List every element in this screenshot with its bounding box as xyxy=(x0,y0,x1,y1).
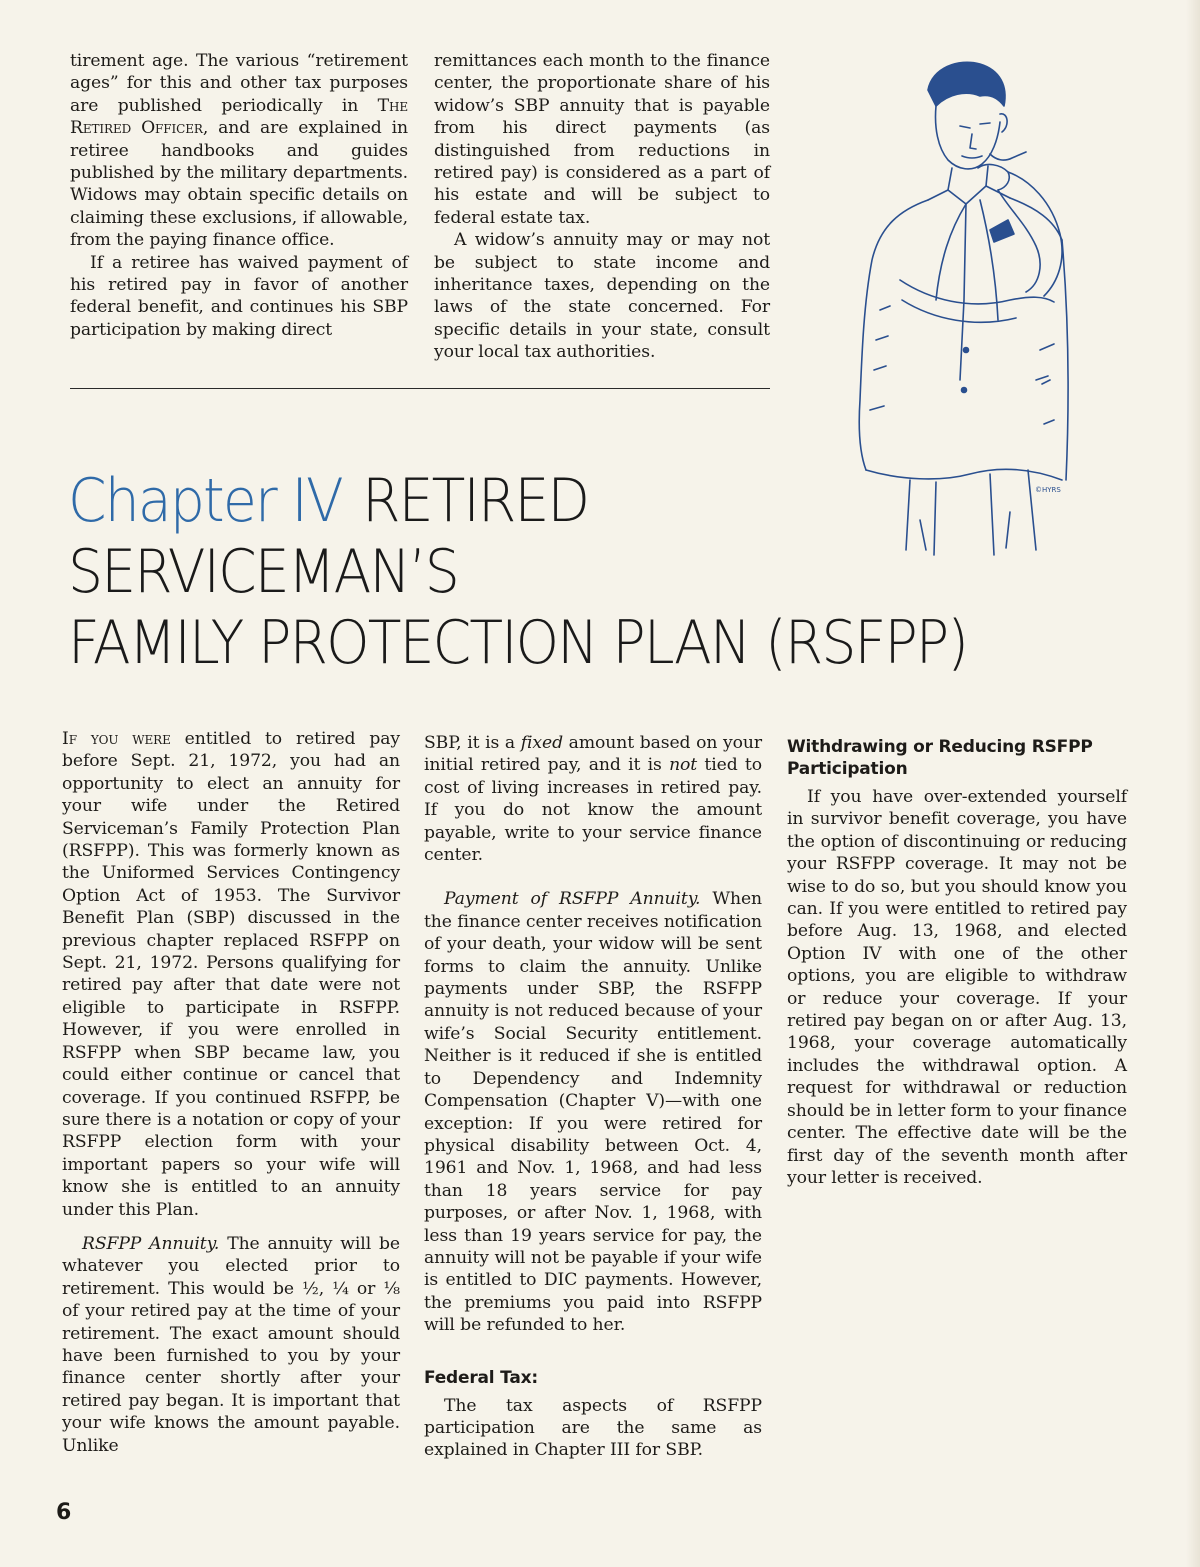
chapter-title-part-1: RETIRED xyxy=(362,466,589,536)
emphasis: not xyxy=(669,755,698,776)
intro-paragraph xyxy=(62,728,400,1221)
federal-tax-heading: Federal Tax: xyxy=(424,1367,538,1388)
federal-tax-paragraph: The tax aspects of RSFPP participation are the same as explained in Chapter III for SBP. xyxy=(424,1395,762,1461)
chapter-title-part-3: FAMILY PROTECTION PLAN (RSFPP) xyxy=(68,608,968,678)
section-divider xyxy=(70,388,770,389)
payment-paragraph xyxy=(424,888,762,1336)
emphasis: fixed xyxy=(520,733,563,753)
page-edge xyxy=(1186,0,1200,1567)
top-left-column xyxy=(70,50,408,341)
text: tied to cost of living increases in retired pay. If you do not know the amount payable, write to your service finance center. xyxy=(424,755,762,866)
withdrawing-heading: Withdrawing or Reducing RSFPP Participation xyxy=(787,737,1093,779)
chapter-number: Chapter IV xyxy=(68,466,342,536)
top-right-paragraph-2: A widow’s annuity may or may not be subject to state income and inheritance taxes, depending on the laws of the state concerned. For specific details in your state, consult your local tax authorities. xyxy=(434,230,770,363)
top-left-paragraph-2: If a retiree has waived payment of his retired pay in favor of another federal benefit, and continues his SBP participation by making direct xyxy=(70,252,408,340)
chapter-title-part-2: SERVICEMAN’S xyxy=(68,537,458,607)
body-column-3 xyxy=(787,736,1127,1189)
body-column-2 xyxy=(424,732,762,1462)
text: SBP, it is a xyxy=(424,733,521,753)
run-in-heading: Payment of RSFPP Annuity. xyxy=(444,889,701,910)
fixed-amount-paragraph xyxy=(424,732,762,866)
chapter-heading xyxy=(68,466,1043,679)
top-left-paragraph-1 xyxy=(70,50,408,252)
withdrawing-paragraph: If you have over-extended yourself in survivor benefit coverage, you have the option of discontinuing or reducing your RSFPP coverage. It may not be wise to do so, but you should know you can. If you were entitled to retired pay before Aug. 13, 1968, and elected Option IV with one of the other options, you are eligible to withdraw or reduce your coverage. If your retired pay began on or after Aug. 13, 1968, your coverage automatically includes the withdrawal option. A request for withdrawal or reduction should be in letter form to your finance center. The effective date will be the first day of the seventh month after your letter is received. xyxy=(787,787,1127,1188)
text: tirement age. The various “retirement ages” for this and other tax purposes are published periodically in xyxy=(70,51,408,116)
artist-signature: ©HYRS xyxy=(1035,486,1061,494)
top-right-column xyxy=(434,50,770,364)
text: , and are explained in retiree handbooks and guides published by the military departments. Widows may obtain specific details on claiming these exclusions, if allowable, from the paying finance office. xyxy=(70,118,408,251)
run-in-heading: RSFPP Annuity. xyxy=(82,1233,220,1254)
publication-name: The Retired Officer xyxy=(70,95,408,139)
lead-in: If you were xyxy=(62,729,171,749)
text: When the finance center receives notification of your death, your widow will be sent forms to claim the annuity. Unlike payments under SBP, the RSFPP annuity is not reduced because of your wife’s Social Security entitlement. Neither is it reduced if she is entitled to Dependency and Indemnity Compensation (Chapter V)—with one exception: If you were retired for physical disability between Oct. 4, 1961 and Nov. 1, 1968, and had less than 18 years service for pay purposes, or after Nov. 1, 1968, with less than 19 years service for pay, the annuity will not be payable if your wife is entitled to DIC payments. However, the premiums you paid into RSFPP will be refunded to her. xyxy=(424,889,762,1336)
text: amount based on your initial retired pay, and it is xyxy=(424,733,762,776)
page-number: 6 xyxy=(56,1500,72,1525)
top-right-paragraph-1: remittances each month to the finance center, the proportionate share of his widow’s SBP annuity that is payable from his direct payments (as distinguished from reductions in retired pay) is considered as a part of his estate and will be subject to federal estate tax. xyxy=(434,51,770,228)
body-column-1 xyxy=(62,728,400,1457)
text: entitled to retired pay before Sept. 21, 1972, you had an opportunity to elect an annuity for your wife under the Retired Serviceman’s Family Protection Plan (RSFPP). This was formerly known as the Uniformed Services Contingency Option Act of 1953. The Survivor Benefit Plan (SBP) discussed in the previous chapter replaced RSFPP on Sept. 21, 1972. Persons qualifying for retired pay after that date were not eligible to participate in RSFPP. However, if you were enrolled in RSFPP when SBP became law, you could either continue or cancel that coverage. If you continued RSFPP, be sure there is a notation or copy of your RSFPP election form with your important papers so your wife will know she is entitled to an annuity under this Plan. xyxy=(62,729,400,1220)
chapter-heading-line-1 xyxy=(68,466,1043,537)
text: The annuity will be whatever you elected prior to retirement. This would be ½, ¼ or ⅛ of your retired pay at the time of your retirement. The exact amount should have been furnished to you by your finance center shortly after your retired pay began. It is important that your wife knows the amount payable. Unlike xyxy=(62,1233,400,1456)
rsfpp-annuity-paragraph xyxy=(62,1233,400,1457)
